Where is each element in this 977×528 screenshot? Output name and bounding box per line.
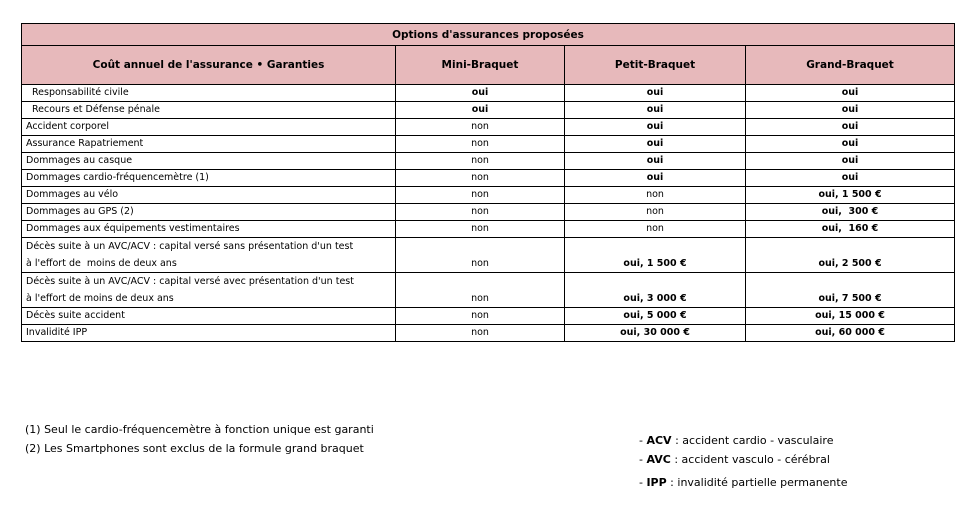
table-row bbox=[22, 102, 955, 119]
footnote-2: (2) Les Smartphones sont exclus de la formule grand braquet bbox=[25, 442, 364, 455]
abbreviation-legend bbox=[639, 434, 847, 495]
cell-petit-braquet: oui bbox=[565, 119, 746, 136]
row-label: Assurance Rapatriement bbox=[22, 136, 396, 153]
row-label: Dommages cardio-fréquencemètre (1) bbox=[22, 170, 396, 187]
footnote-1: (1) Seul le cardio-fréquencemètre à fonction unique est garanti bbox=[25, 423, 374, 436]
insurance-options-table bbox=[21, 23, 955, 342]
row-label-line: Décès suite à un AVC/ACV : capital versé avec présentation d'un test bbox=[26, 276, 354, 287]
cell-petit-braquet: non bbox=[565, 187, 746, 204]
column-header-guarantees: Coût annuel de l'assurance • Garanties bbox=[22, 46, 396, 85]
cell-petit-braquet: oui bbox=[565, 85, 746, 102]
column-header-grand-braquet: Grand-Braquet bbox=[746, 46, 955, 85]
row-label-line: à l'effort de moins de deux ans bbox=[26, 293, 174, 304]
table-row bbox=[22, 273, 955, 308]
cell-mini-braquet: non bbox=[396, 273, 565, 308]
legend-definition: invalidité partielle permanente bbox=[677, 476, 848, 489]
cell-grand-braquet: oui bbox=[746, 136, 955, 153]
cell-grand-braquet: oui bbox=[746, 153, 955, 170]
cell-grand-braquet: oui, 2 500 € bbox=[746, 238, 955, 273]
cell-mini-braquet: non bbox=[396, 204, 565, 221]
legend-definition: accident cardio - vasculaire bbox=[682, 434, 834, 447]
cell-mini-braquet: non bbox=[396, 153, 565, 170]
row-label: Invalidité IPP bbox=[22, 325, 396, 342]
legend-term: IPP bbox=[646, 476, 667, 489]
cell-petit-braquet: non bbox=[565, 204, 746, 221]
cell-grand-braquet: oui bbox=[746, 170, 955, 187]
cell-grand-braquet: oui bbox=[746, 102, 955, 119]
cell-mini-braquet: oui bbox=[396, 102, 565, 119]
row-label: Dommages au GPS (2) bbox=[22, 204, 396, 221]
cell-mini-braquet: non bbox=[396, 238, 565, 273]
cell-petit-braquet: oui, 1 500 € bbox=[565, 238, 746, 273]
row-label bbox=[22, 273, 396, 308]
cell-petit-braquet: oui bbox=[565, 170, 746, 187]
cell-petit-braquet: oui, 30 000 € bbox=[565, 325, 746, 342]
cell-petit-braquet: non bbox=[565, 221, 746, 238]
cell-mini-braquet: non bbox=[396, 221, 565, 238]
table-row bbox=[22, 221, 955, 238]
row-label: Recours et Défense pénale bbox=[22, 102, 396, 119]
table-row bbox=[22, 325, 955, 342]
table-row bbox=[22, 238, 955, 273]
row-label bbox=[22, 238, 396, 273]
row-label-line: à l'effort de moins de deux ans bbox=[26, 258, 177, 269]
cell-petit-braquet: oui bbox=[565, 102, 746, 119]
column-header-mini-braquet: Mini-Braquet bbox=[396, 46, 565, 85]
table-row bbox=[22, 85, 955, 102]
table-row bbox=[22, 308, 955, 325]
table-row bbox=[22, 153, 955, 170]
table-row bbox=[22, 204, 955, 221]
row-label-line: Décès suite à un AVC/ACV : capital versé sans présentation d'un test bbox=[26, 241, 354, 252]
cell-grand-braquet: oui, 300 € bbox=[746, 204, 955, 221]
cell-grand-braquet: oui, 60 000 € bbox=[746, 325, 955, 342]
cell-petit-braquet: oui, 3 000 € bbox=[565, 273, 746, 308]
footnotes bbox=[25, 420, 374, 458]
cell-grand-braquet: oui, 1 500 € bbox=[746, 187, 955, 204]
row-label: Accident corporel bbox=[22, 119, 396, 136]
table-row bbox=[22, 119, 955, 136]
legend-term: AVC bbox=[646, 453, 671, 466]
cell-mini-braquet: non bbox=[396, 170, 565, 187]
cell-petit-braquet: oui, 5 000 € bbox=[565, 308, 746, 325]
column-header-petit-braquet: Petit-Braquet bbox=[565, 46, 746, 85]
cell-grand-braquet: oui bbox=[746, 119, 955, 136]
row-label: Décès suite accident bbox=[22, 308, 396, 325]
cell-mini-braquet: non bbox=[396, 308, 565, 325]
legend-term: ACV bbox=[646, 434, 672, 447]
row-label: Dommages au casque bbox=[22, 153, 396, 170]
row-label: Dommages au vélo bbox=[22, 187, 396, 204]
table-row bbox=[22, 170, 955, 187]
cell-petit-braquet: oui bbox=[565, 136, 746, 153]
cell-grand-braquet: oui, 7 500 € bbox=[746, 273, 955, 308]
cell-grand-braquet: oui bbox=[746, 85, 955, 102]
cell-petit-braquet: oui bbox=[565, 153, 746, 170]
legend-item-avc: - AVC : accident vasculo - cérébral bbox=[639, 453, 830, 466]
cell-mini-braquet: non bbox=[396, 187, 565, 204]
cell-mini-braquet: non bbox=[396, 325, 565, 342]
cell-grand-braquet: oui, 15 000 € bbox=[746, 308, 955, 325]
table-title: Options d'assurances proposées bbox=[22, 24, 955, 46]
row-label: Dommages aux équipements vestimentaires bbox=[22, 221, 396, 238]
legend-item-acv: - ACV : accident cardio - vasculaire bbox=[639, 434, 834, 447]
cell-mini-braquet: non bbox=[396, 119, 565, 136]
legend-definition: accident vasculo - cérébral bbox=[681, 453, 830, 466]
table-row bbox=[22, 136, 955, 153]
cell-mini-braquet: non bbox=[396, 136, 565, 153]
table-row bbox=[22, 187, 955, 204]
legend-item-ipp: - IPP : invalidité partielle permanente bbox=[639, 476, 848, 489]
cell-mini-braquet: oui bbox=[396, 85, 565, 102]
row-label: Responsabilité civile bbox=[22, 85, 396, 102]
cell-grand-braquet: oui, 160 € bbox=[746, 221, 955, 238]
